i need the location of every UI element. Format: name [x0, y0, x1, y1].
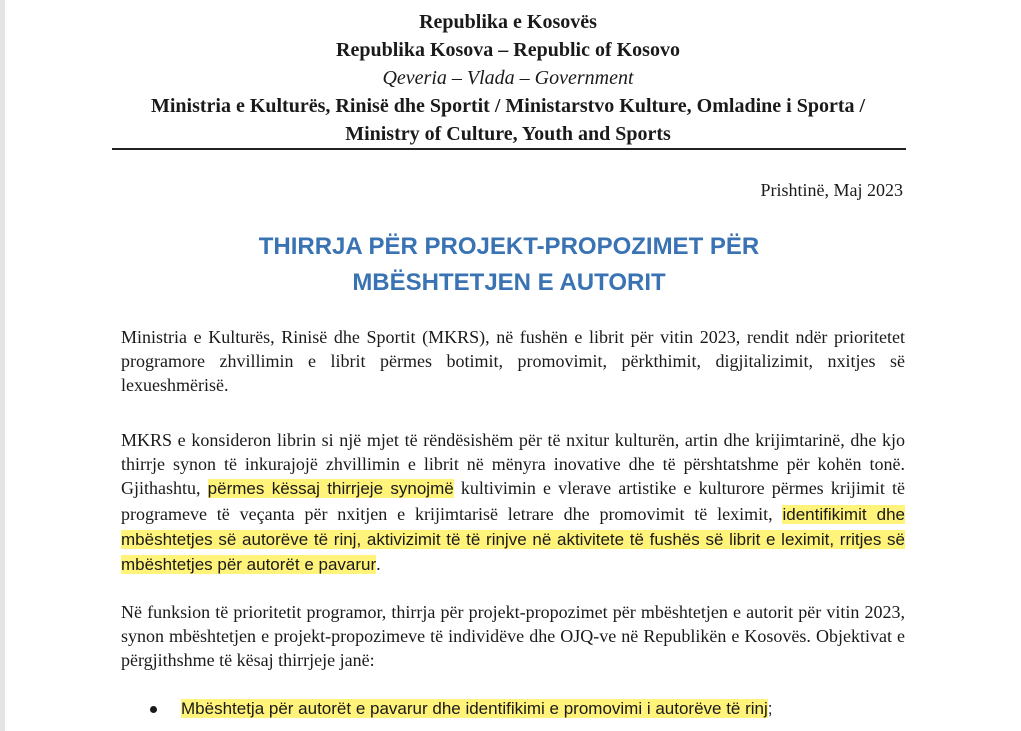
highlighted-text-1: përmes këssaj thirrjeje synojmë [207, 479, 454, 499]
paragraph-intro: Ministria e Kulturës, Rinisë dhe Sportit (MKRS), në fushën e librit për vitin 2023, rendit ndër prioritetet programore zhvillimin e librit përmes botimit, promovimit, përkthimit, digjitalizimit, nxitjes së lexueshmërisë. [121, 327, 905, 396]
highlighted-text-2: identifikimit dhe mbështetjes së autorëve të rinj, aktivizimit të të rinjve në aktivitete të fushës së librit e leximit, rritjes së mbështetjes për autorët e pavarur [121, 504, 905, 575]
paragraph-objectives-text-2: kultivimin e vlerave artistike e kulturore përmes krijimit të programeve të veçanta për nxitjen e krijimtarisë letrare dhe promovimit të leximit, [121, 478, 905, 524]
list-item-suffix: ; [767, 699, 773, 718]
document-date: Prishtinë, Maj 2023 [760, 180, 903, 200]
paragraph-objectives-text-1: MKRS e konsideron librin si një mjet të rëndësishëm për të nxitur kulturën, artin dhe krijimtarinë, dhe kjo thirrje synon të inkurajojë zhvillimin e librit në mënyra inovative dhe të përshtatshme për kohën tonë. Gjithashtu, [121, 430, 905, 499]
document-header [110, 8, 906, 148]
title-line-2: MBËSHTETJEN E AUTORIT [352, 269, 666, 296]
paragraph-objectives-text-3: . [376, 554, 381, 575]
header-ministry-albanian-serbian: Ministria e Kulturës, Rinisë dhe Sportit / Ministarstvo Kulture, Omladine i Sporta / [150, 95, 866, 117]
document-title [112, 229, 906, 301]
title-line-1: THIRRJA PËR PROJEKT-PROPOZIMET PËR [258, 233, 760, 260]
header-government: Qeveria – Vlada – Government [382, 67, 634, 89]
objectives-list [121, 697, 905, 721]
paragraph-program-function: Në funksion të prioritetit programor, thirrja për projekt-propozimet për mbështetjen e autorit për vitin 2023, synon mbështetjen e projekt-propozimeve të individëve dhe OJQ-ve në Republikën e Kosovës. Objektivat e përgjithshme të kësaj thirrjeje janë: [121, 602, 905, 671]
header-republic-multilingual: Republika Kosova – Republic of Kosovo [336, 39, 680, 61]
paragraph-objectives [121, 428, 905, 577]
list-item-text: Mbështetja për autorët e pavarur dhe identifikimi e promovimi i autorëve të rinj [181, 699, 768, 718]
header-ministry-english: Ministry of Culture, Youth and Sports [345, 123, 671, 145]
bullet-icon [150, 706, 157, 713]
header-republic-albanian: Republika e Kosovës [419, 11, 597, 33]
list-item [121, 697, 905, 721]
header-divider [112, 148, 906, 150]
